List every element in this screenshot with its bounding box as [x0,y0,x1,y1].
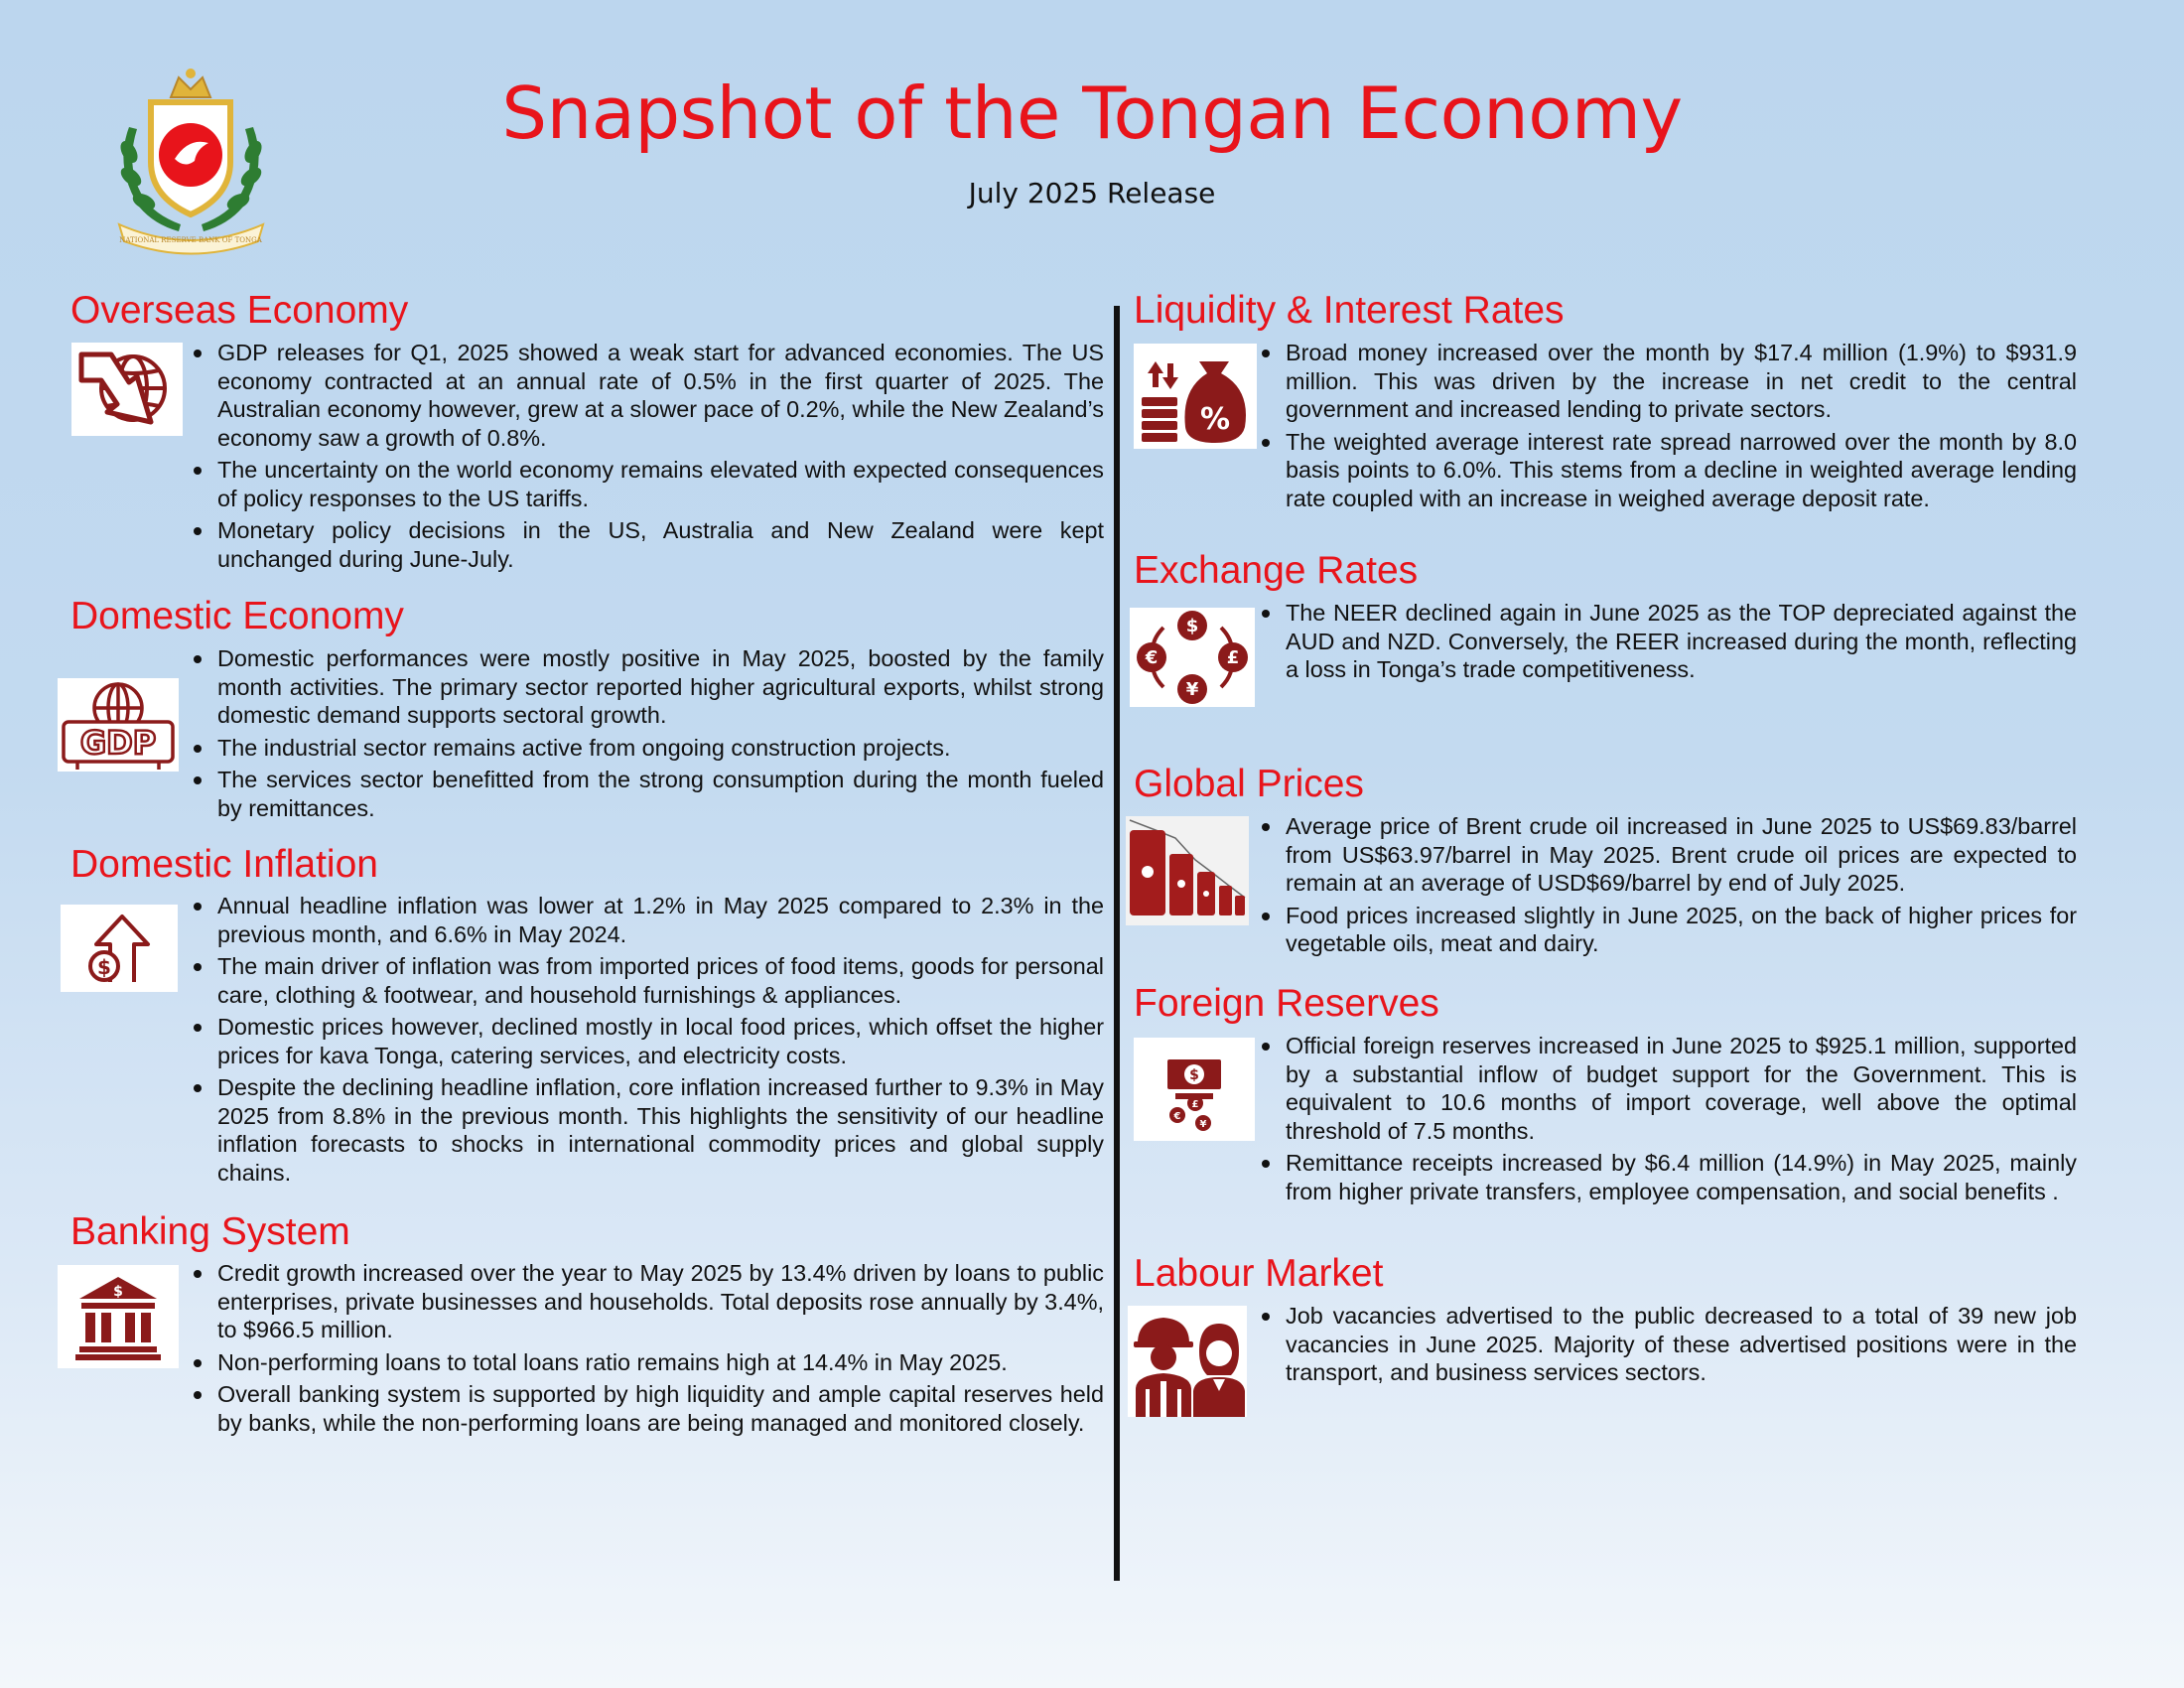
list-item: Official foreign reserves increased in June 2025 to $925.1 million, supported by a substantial inflow of budget support for the Government. This is equivalent to 10.6 months of import coverage, well above the optimal threshold of 7.5 months. [1259,1032,2077,1145]
svg-text:GDP: GDP [79,724,157,762]
list-item: GDP releases for Q1, 2025 showed a weak start for advanced economies. The US economy contracted at an annual rate of 0.5% in the first quarter of 2025. The Australian economy however, grew at a slower pace of 0.2%, while the New Zealand’s economy saw a growth of 0.8%. [191,339,1104,452]
svg-text:$: $ [1189,1067,1199,1083]
svg-text:€: € [1145,647,1159,668]
labour-market-bullets [1259,1302,2077,1391]
page-title: Snapshot of the Tongan Economy [501,71,1683,155]
svg-text:£: £ [1191,1099,1199,1110]
globe-down-arrow-icon [71,343,183,436]
page-subtitle: July 2025 Release [968,177,1216,210]
bank-building-icon [58,1265,179,1368]
list-item: Job vacancies advertised to the public decreased to a total of 39 new job vacancies in June 2025. Majority of these advertised positions were in the transport, and business services sectors. [1259,1302,2077,1387]
liquidity-interest-bullets [1259,339,2077,516]
overseas-economy-title: Overseas Economy [70,289,409,332]
list-item: Remittance receipts increased by $6.4 million (14.9%) in May 2025, mainly from higher private transfers, employee compensation, and social benefits . [1259,1149,2077,1205]
banking-system-title: Banking System [70,1210,350,1253]
svg-text:$: $ [1185,616,1199,636]
column-divider [1114,306,1120,1581]
domestic-inflation-title: Domestic Inflation [70,843,378,886]
global-prices-bullets [1259,812,2077,962]
list-item: Annual headline inflation was lower at 1.2% in May 2025 compared to 2.3% in the previous month, and 6.6% in May 2024. [191,892,1104,948]
dollar-arrow-up-icon [61,905,178,992]
svg-text:$: $ [97,955,111,979]
list-item: Domestic performances were mostly positive in May 2025, boosted by the family month activities. The primary sector reported higher agricultural exports, whilst strong domestic demand supports sectoral growth. [191,644,1104,730]
list-item: The weighted average interest rate spread narrowed over the month by 8.0 basis points to 6.0%. This stems from a decline in weighted average lending rate coupled with an increase in weighed average deposit rate. [1259,428,2077,513]
money-bag-percent-icon [1134,344,1257,449]
foreign-reserves-bullets [1259,1032,2077,1209]
list-item: The industrial sector remains active from ongoing construction projects. [191,734,1104,763]
oil-barrels-icon [1126,816,1249,925]
svg-text:¥: ¥ [1199,1119,1207,1130]
foreign-currency-icon [1134,1038,1255,1141]
list-item: The main driver of inflation was from imported prices of food items, goods for personal care, clothing & footwear, and household furnishings & appliances. [191,952,1104,1009]
logo-ribbon-text: NATIONAL RESERVE BANK OF TONGA [119,236,262,244]
list-item: The NEER declined again in June 2025 as the TOP depreciated against the AUD and NZD. Conversely, the REER increased during the month, reflecting a loss in Tonga’s trade competitiveness. [1259,599,2077,684]
gdp-globe-icon [58,678,179,772]
list-item: The uncertainty on the world economy remains elevated with expected consequences of policy responses to the US tariffs. [191,456,1104,512]
list-item: Overall banking system is supported by high liquidity and ample capital reserves held by banks, while the non-performing loans are being managed and monitored closely. [191,1380,1104,1437]
overseas-economy-bullets [191,339,1104,577]
workers-icon [1128,1306,1247,1417]
currency-exchange-icon [1130,608,1255,707]
global-prices-title: Global Prices [1134,763,1364,805]
labour-market-title: Labour Market [1134,1252,1384,1295]
list-item: Credit growth increased over the year to May 2025 by 13.4% driven by loans to public enterprises, private businesses and households. Total deposits rose annually by 3.4%, to $966.5 million. [191,1259,1104,1344]
foreign-reserves-title: Foreign Reserves [1134,982,1439,1025]
list-item: Food prices increased slightly in June 2025, on the back of higher prices for vegetable oils, meat and dairy. [1259,902,2077,958]
list-item: The services sector benefitted from the strong consumption during the month fueled by remittances. [191,766,1104,822]
list-item: Broad money increased over the month by $17.4 million (1.9%) to $931.9 million. This was driven by the increase in net credit to the central government and increased lending to private sectors. [1259,339,2077,424]
domestic-economy-title: Domestic Economy [70,595,404,637]
svg-text:£: £ [1226,647,1240,668]
list-item: Monetary policy decisions in the US, Australia and New Zealand were kept unchanged during June-July. [191,516,1104,573]
liquidity-interest-title: Liquidity & Interest Rates [1134,289,1565,332]
exchange-rates-bullets [1259,599,2077,688]
svg-text:$: $ [113,1284,123,1300]
list-item: Non-performing loans to total loans ratio remains high at 14.4% in May 2025. [191,1348,1104,1377]
domestic-inflation-bullets [191,892,1104,1191]
list-item: Domestic prices however, declined mostly in local food prices, which offset the higher prices for kava Tonga, catering services, and electricity costs. [191,1013,1104,1069]
svg-text:¥: ¥ [1185,679,1199,700]
banking-system-bullets [191,1259,1104,1441]
list-item: Despite the declining headline inflation, core inflation increased further to 9.3% in May 2025 from 8.8% in the previous month. This highlights the sensitivity of our headline inflation forecasts to shocks in international commodity prices and global supply chains. [191,1073,1104,1187]
exchange-rates-title: Exchange Rates [1134,549,1419,592]
svg-text:€: € [1173,1111,1181,1122]
svg-text:%: % [1199,402,1231,437]
list-item: Average price of Brent crude oil increased in June 2025 to US$69.83/barrel from US$63.97/barrel in May 2025. Brent crude oil prices are expected to remain at an average of USD$69/barrel by end of July 2025. [1259,812,2077,898]
domestic-economy-bullets [191,644,1104,826]
